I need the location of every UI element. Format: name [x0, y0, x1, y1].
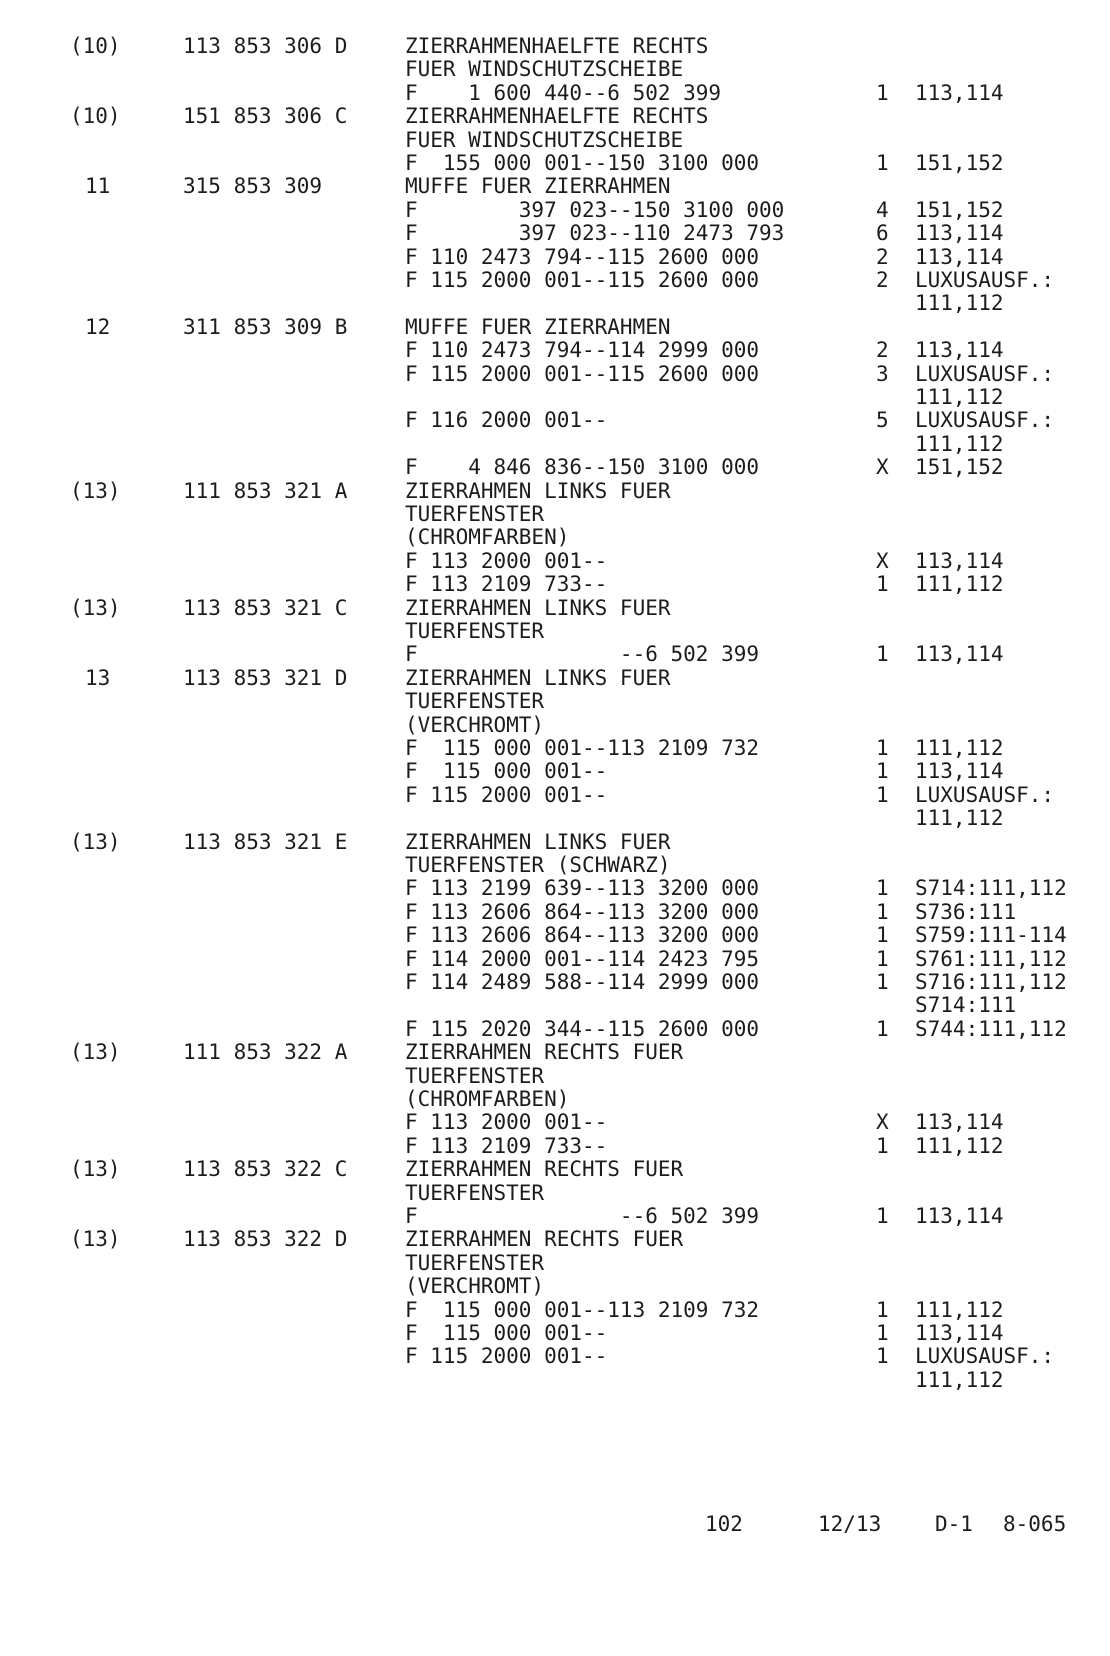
part-description: TUERFENSTER	[405, 1180, 545, 1205]
position-number: (10)	[70, 34, 121, 58]
quantity: X	[876, 548, 889, 573]
parts-row	[0, 128, 1110, 152]
vehicle-type: 111,112	[915, 1367, 1004, 1392]
vehicle-type: 151,152	[915, 455, 1004, 480]
section-code: D-1	[935, 1512, 973, 1536]
vehicle-type: 113,114	[915, 548, 1004, 573]
part-description: ZIERRAHMEN RECHTS FUER	[405, 1157, 684, 1182]
part-description: TUERFENSTER	[405, 619, 545, 643]
parts-row	[0, 1344, 1110, 1368]
parts-row	[0, 338, 1110, 362]
quantity: 2	[876, 338, 889, 363]
quantity: 1	[876, 1204, 889, 1228]
part-description: F 113 2199 639--113 3200 000	[405, 876, 760, 901]
parts-row	[0, 174, 1110, 198]
position-number: (13)	[70, 1040, 121, 1065]
page-number: 102	[705, 1512, 743, 1536]
quantity: 1	[876, 1321, 889, 1345]
vehicle-type: S736:111	[915, 899, 1017, 924]
part-description: TUERFENSTER	[405, 502, 545, 526]
quantity: 1	[876, 1016, 889, 1041]
part-number: 315 853 309	[183, 174, 323, 199]
quantity: X	[876, 455, 889, 480]
vehicle-type: S761:111,112	[915, 946, 1067, 971]
catalog-code: 8-065	[1003, 1512, 1067, 1536]
quantity: 1	[876, 876, 889, 901]
part-description: ZIERRAHMENHAELFTE RECHTS	[405, 104, 709, 129]
part-description: F --6 502 399	[405, 642, 760, 667]
part-description: F 397 023--110 2473 793	[405, 221, 785, 246]
parts-row	[0, 1157, 1110, 1181]
part-description: F 155 000 001--150 3100 000	[405, 151, 760, 175]
vehicle-type: 111,112	[915, 1297, 1004, 1322]
part-description: F --6 502 399	[405, 1204, 760, 1228]
part-number: 113 853 321 E	[183, 829, 348, 854]
part-description: F 397 023--150 3100 000	[405, 197, 785, 222]
parts-row	[0, 970, 1110, 994]
quantity: 6	[876, 221, 889, 246]
part-description: F 113 2109 733--	[405, 572, 608, 597]
part-description: F 113 2606 864--113 3200 000	[405, 899, 760, 924]
part-description: F 116 2000 001--	[405, 408, 608, 433]
parts-row	[0, 713, 1110, 737]
vehicle-type: LUXUSAUSF.:	[915, 361, 1055, 386]
parts-row	[0, 549, 1110, 573]
vehicle-type: 151,152	[915, 151, 1004, 175]
parts-row	[0, 1227, 1110, 1251]
parts-row	[0, 432, 1110, 456]
quantity: 1	[876, 1133, 889, 1158]
vehicle-type: 113,114	[915, 759, 1004, 784]
quantity: 2	[876, 244, 889, 269]
vehicle-type: S744:111,112	[915, 1016, 1067, 1041]
part-number: 113 853 321 D	[183, 665, 348, 690]
parts-row	[0, 198, 1110, 222]
parts-row	[0, 1204, 1110, 1228]
quantity: 3	[876, 361, 889, 386]
part-description: ZIERRAHMEN LINKS FUER	[405, 829, 671, 854]
vehicle-type: 113,114	[915, 221, 1004, 246]
vehicle-type: LUXUSAUSF.:	[915, 408, 1055, 433]
part-description: F 115 2000 001--115 2600 000	[405, 361, 760, 386]
parts-row	[0, 1321, 1110, 1345]
part-number: 111 853 322 A	[183, 1040, 348, 1065]
quantity: 1	[876, 1344, 889, 1369]
position-number: (13)	[70, 829, 121, 854]
part-description: MUFFE FUER ZIERRAHMEN	[405, 174, 671, 199]
vehicle-type: 113,114	[915, 80, 1004, 105]
vehicle-type: S716:111,112	[915, 970, 1067, 994]
parts-row	[0, 923, 1110, 947]
group-number: 12/13	[818, 1512, 882, 1536]
part-number: 111 853 321 A	[183, 478, 348, 503]
vehicle-type: 111,112	[915, 1133, 1004, 1158]
parts-row	[0, 1017, 1110, 1041]
parts-row	[0, 81, 1110, 105]
part-description: TUERFENSTER	[405, 1063, 545, 1088]
parts-row	[0, 689, 1110, 713]
quantity: 1	[876, 151, 889, 175]
position-number: 12	[85, 314, 111, 339]
parts-row	[0, 455, 1110, 479]
parts-row	[0, 596, 1110, 620]
quantity: X	[876, 1110, 889, 1135]
parts-row	[0, 619, 1110, 643]
vehicle-type: 111,112	[915, 385, 1004, 409]
quantity: 1	[876, 970, 889, 994]
vehicle-type: 113,114	[915, 1204, 1004, 1228]
part-description: F 114 2000 001--114 2423 795	[405, 946, 760, 971]
parts-row	[0, 759, 1110, 783]
parts-row	[0, 1134, 1110, 1158]
part-number: 113 853 306 D	[183, 34, 348, 58]
vehicle-type: 111,112	[915, 806, 1004, 831]
part-description: F 115 2020 344--115 2600 000	[405, 1016, 760, 1041]
parts-row	[0, 1110, 1110, 1134]
parts-row	[0, 1368, 1110, 1392]
part-description: F 113 2109 733--	[405, 1133, 608, 1158]
part-number: 151 853 306 C	[183, 104, 348, 129]
part-description: F 115 000 001--	[405, 759, 608, 784]
part-description: (VERCHROMT)	[405, 712, 545, 737]
vehicle-type: 113,114	[915, 338, 1004, 363]
part-number: 113 853 322 D	[183, 1227, 348, 1252]
position-number: (13)	[70, 478, 121, 503]
part-description: F 115 2000 001--115 2600 000	[405, 268, 760, 292]
parts-row	[0, 245, 1110, 269]
quantity: 1	[876, 899, 889, 924]
parts-row	[0, 151, 1110, 175]
parts-row	[0, 362, 1110, 386]
part-description: (VERCHROMT)	[405, 1274, 545, 1299]
parts-row	[0, 104, 1110, 128]
vehicle-type: 113,114	[915, 642, 1004, 667]
parts-row	[0, 525, 1110, 549]
quantity: 1	[876, 1297, 889, 1322]
vehicle-type: 111,112	[915, 431, 1004, 456]
parts-row	[0, 502, 1110, 526]
parts-row	[0, 385, 1110, 409]
vehicle-type: 113,114	[915, 244, 1004, 269]
parts-row	[0, 830, 1110, 854]
vehicle-type: 151,152	[915, 197, 1004, 222]
vehicle-type: 113,114	[915, 1110, 1004, 1135]
quantity: 1	[876, 642, 889, 667]
vehicle-type: 111,112	[915, 291, 1004, 316]
quantity: 1	[876, 923, 889, 948]
part-description: MUFFE FUER ZIERRAHMEN	[405, 314, 671, 339]
quantity: 1	[876, 572, 889, 597]
part-description: TUERFENSTER (SCHWARZ)	[405, 853, 671, 877]
quantity: 1	[876, 759, 889, 784]
part-description: F 115 2000 001--	[405, 782, 608, 807]
parts-row	[0, 408, 1110, 432]
parts-row	[0, 291, 1110, 315]
part-description: FUER WINDSCHUTZSCHEIBE	[405, 57, 684, 82]
quantity: 1	[876, 80, 889, 105]
parts-row	[0, 806, 1110, 830]
quantity: 1	[876, 946, 889, 971]
parts-row	[0, 221, 1110, 245]
parts-row	[0, 666, 1110, 690]
part-description: ZIERRAHMEN LINKS FUER	[405, 478, 671, 503]
position-number: (13)	[70, 595, 121, 620]
vehicle-type: LUXUSAUSF.:	[915, 1344, 1055, 1369]
parts-row	[0, 315, 1110, 339]
part-description: F 113 2000 001--	[405, 1110, 608, 1135]
vehicle-type: LUXUSAUSF.:	[915, 782, 1055, 807]
part-description: TUERFENSTER	[405, 689, 545, 714]
part-description: F 115 000 001--113 2109 732	[405, 736, 760, 760]
part-description: ZIERRAHMEN RECHTS FUER	[405, 1227, 684, 1252]
part-description: ZIERRAHMENHAELFTE RECHTS	[405, 34, 709, 58]
part-description: ZIERRAHMEN LINKS FUER	[405, 665, 671, 690]
vehicle-type: S714:111,112	[915, 876, 1067, 901]
part-description: F 115 000 001--113 2109 732	[405, 1297, 760, 1322]
part-number: 113 853 321 C	[183, 595, 348, 620]
part-description: F 113 2606 864--113 3200 000	[405, 923, 760, 948]
parts-row	[0, 1274, 1110, 1298]
vehicle-type: LUXUSAUSF.:	[915, 268, 1055, 292]
parts-row	[0, 853, 1110, 877]
parts-row	[0, 642, 1110, 666]
quantity: 1	[876, 782, 889, 807]
parts-row	[0, 268, 1110, 292]
part-description: F 115 000 001--	[405, 1321, 608, 1345]
vehicle-type: 113,114	[915, 1321, 1004, 1345]
part-description: (CHROMFARBEN)	[405, 525, 570, 550]
position-number: (10)	[70, 104, 121, 129]
part-description: F 110 2473 794--114 2999 000	[405, 338, 760, 363]
parts-row	[0, 57, 1110, 81]
parts-row	[0, 479, 1110, 503]
part-description: F 1 600 440--6 502 399	[405, 80, 722, 105]
parts-row	[0, 993, 1110, 1017]
quantity: 1	[876, 736, 889, 760]
part-description: (CHROMFARBEN)	[405, 1087, 570, 1111]
part-description: F 115 2000 001--	[405, 1344, 608, 1369]
parts-row	[0, 900, 1110, 924]
parts-row	[0, 1181, 1110, 1205]
parts-row	[0, 1087, 1110, 1111]
position-number: 11	[85, 174, 111, 199]
part-description: F 4 846 836--150 3100 000	[405, 455, 760, 480]
part-description: ZIERRAHMEN LINKS FUER	[405, 595, 671, 620]
quantity: 5	[876, 408, 889, 433]
position-number: (13)	[70, 1227, 121, 1252]
vehicle-type: S759:111-114	[915, 923, 1067, 948]
position-number: (13)	[70, 1157, 121, 1182]
position-number: 13	[85, 665, 111, 690]
part-number: 113 853 322 C	[183, 1157, 348, 1182]
part-description: F 110 2473 794--115 2600 000	[405, 244, 760, 269]
parts-row	[0, 572, 1110, 596]
parts-row	[0, 947, 1110, 971]
parts-row	[0, 876, 1110, 900]
part-description: ZIERRAHMEN RECHTS FUER	[405, 1040, 684, 1065]
part-description: TUERFENSTER	[405, 1250, 545, 1275]
vehicle-type: 111,112	[915, 572, 1004, 597]
vehicle-type: 111,112	[915, 736, 1004, 760]
parts-row	[0, 1298, 1110, 1322]
part-description: FUER WINDSCHUTZSCHEIBE	[405, 127, 684, 152]
parts-row	[0, 783, 1110, 807]
parts-row	[0, 34, 1110, 58]
part-description: F 114 2489 588--114 2999 000	[405, 970, 760, 994]
parts-row	[0, 1251, 1110, 1275]
parts-row	[0, 736, 1110, 760]
quantity: 4	[876, 197, 889, 222]
parts-row	[0, 1064, 1110, 1088]
vehicle-type: S714:111	[915, 993, 1017, 1018]
quantity: 2	[876, 268, 889, 292]
page-footer	[0, 1512, 1110, 1538]
part-description: F 113 2000 001--	[405, 548, 608, 573]
parts-row	[0, 1040, 1110, 1064]
part-number: 311 853 309 B	[183, 314, 348, 339]
